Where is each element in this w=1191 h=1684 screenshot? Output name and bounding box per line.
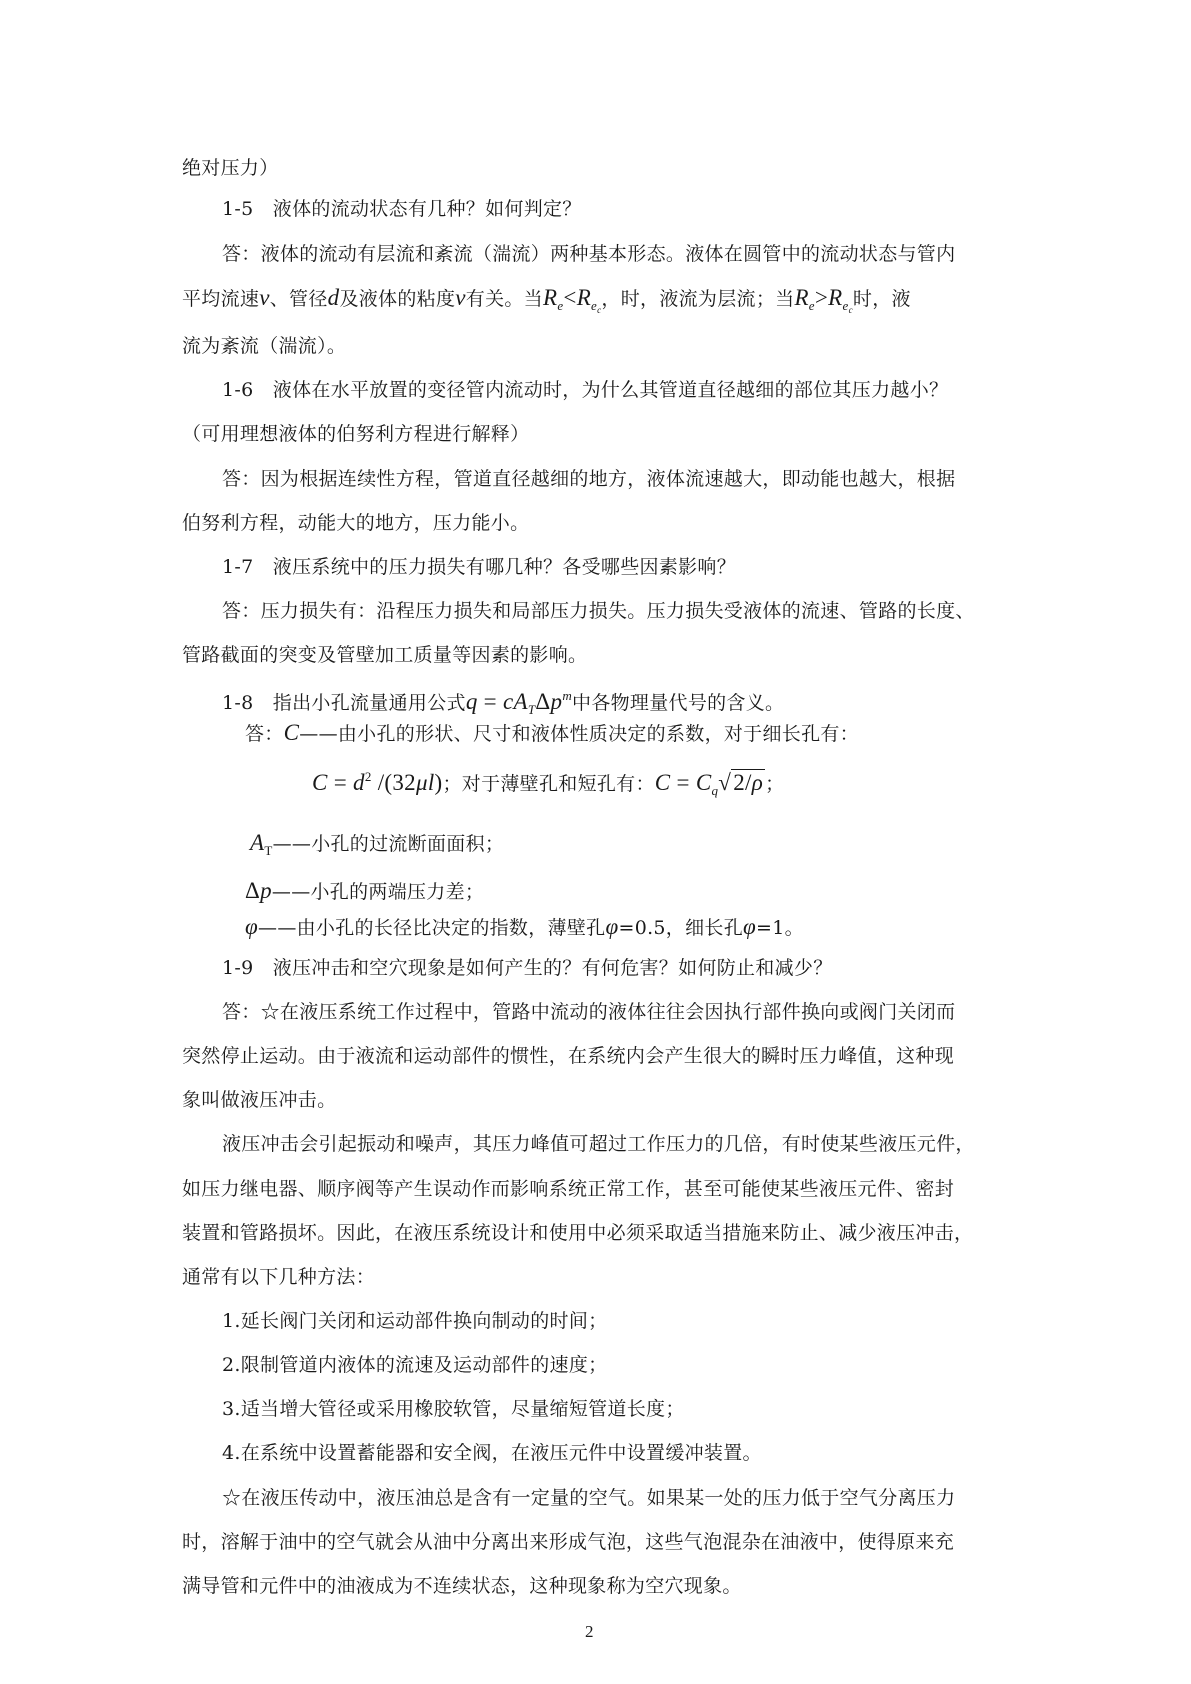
question-1-5: 1-5 液体的流动状态有几种？如何判定？ xyxy=(222,198,582,220)
slender-hole-formula: $C = d^2$ /(32μl) xyxy=(312,769,443,795)
coefficient-formulas: $C = d^2$ /(32μl)；对于薄壁孔和短孔有：$C = C_q√2/\rho$ ； xyxy=(312,769,785,798)
text-line: 液压冲击会引起振动和噪声，其压力峰值可超过工作压力的几倍，有时使某些液压元件， xyxy=(222,1133,975,1155)
velocity-symbol: v xyxy=(259,285,270,310)
viscosity-symbol: ν xyxy=(455,285,466,310)
text-line: 流为紊流（湍流）。 xyxy=(182,335,347,357)
pressure-difference-definition: Δp——小孔的两端压力差； xyxy=(245,878,485,903)
text-line: 答：压力损失有：沿程压力损失和局部压力损失。压力损失受液体的流速、管路的长度、 xyxy=(222,600,975,622)
text-line: 象叫做液压冲击。 xyxy=(182,1089,337,1111)
text-line: 通常有以下几种方法： xyxy=(182,1266,376,1288)
thin-wall-formula: $C = C_q√2/\rho$ xyxy=(654,770,764,798)
text-line: 绝对压力） xyxy=(182,157,279,179)
area-definition: $A_T——$小孔的过流断面面积； xyxy=(250,830,505,858)
question-1-8: 1-8 指出小孔流量通用公式$q = cA_T\Delta p^m$中各物理量代号的含义。 xyxy=(222,688,785,717)
text-line: 时，溶解于油中的空气就会从油中分离出来形成气泡，这些气泡混杂在油液中，使得原来充 xyxy=(182,1531,955,1553)
text-line: 装置和管路损坏。因此，在液压系统设计和使用中必须采取适当措施来防止、减少液压冲击， xyxy=(182,1222,974,1244)
text-line: 答：液体的流动有层流和紊流（湍流）两种基本形态。液体在圆管中的流动状态与管内 xyxy=(222,243,956,265)
text-line: 突然停止运动。由于液流和运动部件的惯性，在系统内会产生很大的瞬时压力峰值，这种现 xyxy=(182,1045,955,1067)
reynolds-laminar-condition: $R_e<R_{e_c}$ xyxy=(542,285,602,315)
list-item: 3.适当增大管径或采用橡胶软管，尽量缩短管道长度； xyxy=(222,1398,685,1420)
text-line-reynolds: 平均流速v、管径d及液体的粘度ν有关。当$R_e<R_{e_c}$，时，液流为层流；当$R_e>R_{e_c}$时，液 xyxy=(182,285,911,315)
text-line: 答：☆在液压系统工作过程中，管路中流动的液体往往会因执行部件换向或阀门关闭而 xyxy=(222,1001,956,1023)
text-line: （可用理想液体的伯努利方程进行解释） xyxy=(182,423,530,445)
text-line: 伯努利方程，动能大的地方，压力能小。 xyxy=(182,512,530,534)
text-line: 如压力继电器、顺序阀等产生误动作而影响系统正常工作，甚至可能使某些液压元件、密封 xyxy=(182,1178,955,1200)
answer-1-8: 答：C——由小孔的形状、尺寸和液体性质决定的系数，对于细长孔有： xyxy=(245,720,859,745)
text-line: ☆在液压传动中，液压油总是含有一定量的空气。如果某一处的压力低于空气分离压力 xyxy=(222,1487,956,1509)
exponent-definition: φ——由小孔的长径比决定的指数，薄壁孔φ=0.5，细长孔φ=1。 xyxy=(245,914,804,939)
text-line: 满导管和元件中的油液成为不连续状态，这种现象称为空穴现象。 xyxy=(182,1575,742,1597)
reynolds-turbulent-condition: $R_e>R_{e_c}$ xyxy=(794,285,853,315)
question-1-7: 1-7 液压系统中的压力损失有哪几种？各受哪些因素影响？ xyxy=(222,556,736,578)
question-1-9: 1-9 液压冲击和空穴现象是如何产生的？有何危害？如何防止和减少？ xyxy=(222,957,833,979)
coefficient-symbol: C xyxy=(283,720,300,745)
area-symbol: $A_T$ xyxy=(250,830,273,858)
list-item: 4.在系统中设置蓄能器和安全阀，在液压元件中设置缓冲装置。 xyxy=(222,1442,762,1464)
page-number: 2 xyxy=(585,1622,594,1641)
text-line: 答：因为根据连续性方程，管道直径越细的地方，液体流速越大，即动能也越大，根据 xyxy=(222,468,956,490)
text-line: 管路截面的突变及管壁加工质量等因素的影响。 xyxy=(182,644,588,666)
exponent-symbol: φ xyxy=(245,914,259,939)
list-item: 1.延长阀门关闭和运动部件换向制动的时间； xyxy=(222,1310,608,1332)
pressure-difference-symbol: Δp xyxy=(245,878,272,903)
question-1-6: 1-6 液体在水平放置的变径管内流动时，为什么其管道直径越细的部位其压力越小？ xyxy=(222,379,949,401)
orifice-flow-formula: $q = cA_T\Delta p^m$ xyxy=(465,688,573,717)
diameter-symbol: d xyxy=(327,285,340,310)
list-item: 2.限制管道内液体的流速及运动部件的速度； xyxy=(222,1354,608,1376)
